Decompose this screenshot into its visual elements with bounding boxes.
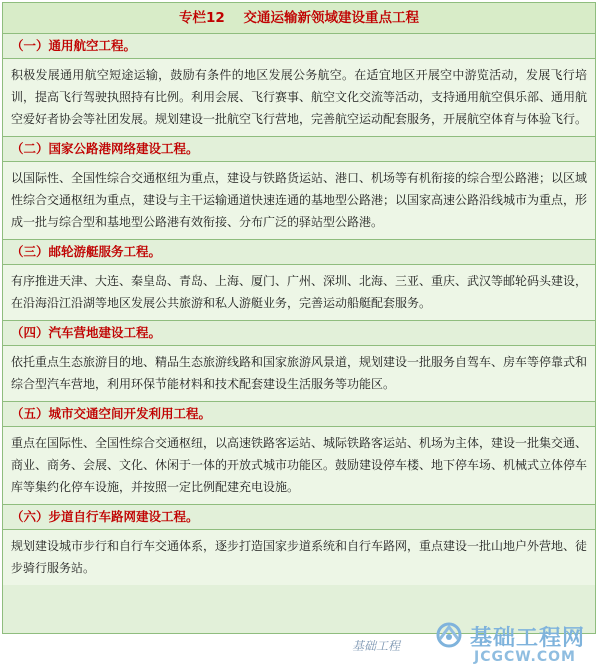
section-heading: （五）城市交通空间开发利用工程。 xyxy=(3,402,595,427)
watermark-signature: 基础工程 xyxy=(352,639,401,653)
section-general-aviation xyxy=(3,34,595,137)
panel-title-text: 专栏12 交通运输新领域建设重点工程 xyxy=(178,10,420,26)
site-watermark xyxy=(342,621,592,665)
section-trail-bike-network xyxy=(3,505,595,585)
section-heading: （一）通用航空工程。 xyxy=(3,34,595,59)
section-heading: （四）汽车营地建设工程。 xyxy=(3,321,595,346)
section-body: 有序推进天津、大连、秦皇岛、青岛、上海、厦门、广州、深圳、北海、三亚、重庆、武汉等邮轮码头建设，在沿海沿江沿湖等地区发展公共旅游和私人游艇业务，完善运动船艇配套服务。 xyxy=(3,265,595,321)
section-heading: （六）步道自行车路网建设工程。 xyxy=(3,505,595,530)
section-urban-transport-space xyxy=(3,402,595,505)
watermark-title: 基础工程网 xyxy=(470,626,586,651)
watermark-site: JCGCW.COM xyxy=(474,649,576,665)
section-auto-camp xyxy=(3,321,595,402)
section-heading: （三）邮轮游艇服务工程。 xyxy=(3,240,595,265)
section-highway-port xyxy=(3,137,595,240)
section-body: 规划建设城市步行和自行车交通体系，逐步打造国家步道系统和自行车路网，重点建设一批山地户外营地、徒步骑行服务站。 xyxy=(3,530,595,585)
section-cruise-yacht xyxy=(3,240,595,321)
section-body: 重点在国际性、全国性综合交通枢纽，以高速铁路客运站、城际铁路客运站、机场为主体，建设一批集交通、商业、商务、会展、文化、休闲于一体的开放式城市功能区。鼓励建设停车楼、地下停车场、机械式立体停车库等集约化停车设施，并按照一定比例配建充电设施。 xyxy=(3,427,595,505)
watermark-logo-icon xyxy=(434,621,464,649)
section-heading: （二）国家公路港网络建设工程。 xyxy=(3,137,595,162)
section-body: 以国际性、全国性综合交通枢纽为重点，建设与铁路货运站、港口、机场等有机衔接的综合型公路港；以区域性综合交通枢纽为重点，建设与主干运输通道快速连通的基地型公路港；以国家高速公路沿线城市为重点，形成一批与综合型和基地型公路港有效衔接、分布广泛的驿站型公路港。 xyxy=(3,162,595,240)
panel-title xyxy=(3,3,595,34)
section-body: 依托重点生态旅游目的地、精品生态旅游线路和国家旅游风景道，规划建设一批服务自驾车、房车等停靠式和综合型汽车营地，利用环保节能材料和技术配套建设生活服务等功能区。 xyxy=(3,346,595,402)
special-column-panel xyxy=(2,2,596,634)
section-body: 积极发展通用航空短途运输，鼓励有条件的地区发展公务航空。在适宜地区开展空中游览活动，发展飞行培训，提高飞行驾驶执照持有比例。利用会展、飞行赛事、航空文化交流等活动，支持通用航空俱乐部、通用航空爱好者协会等社团发展。规划建设一批航空飞行营地，完善航空运动配套服务，开展航空体育与体验飞行。 xyxy=(3,59,595,137)
